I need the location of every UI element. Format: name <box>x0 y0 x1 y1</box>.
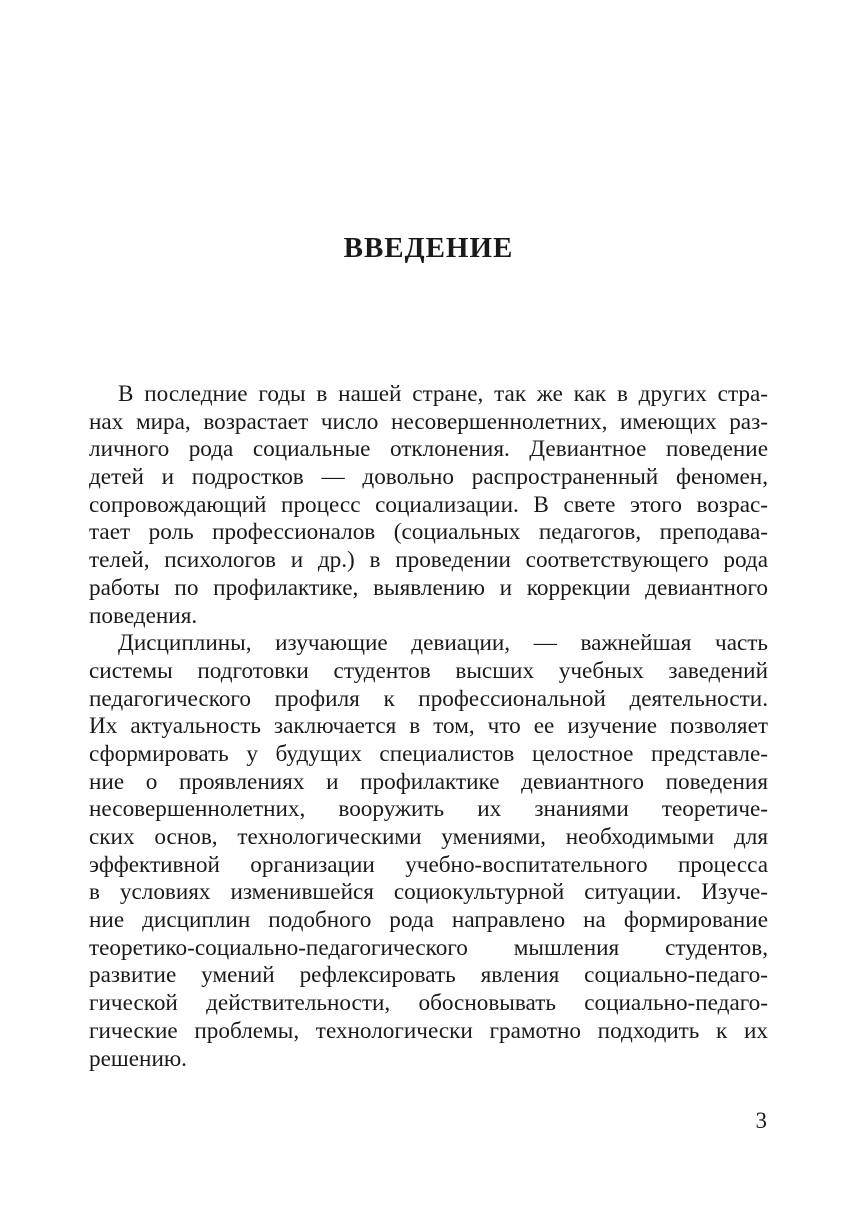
text-line: сформировать у будущих специалистов целостное представле- <box>89 740 768 767</box>
text-line: несовершеннолетних, вооружить их знаниями теоретиче- <box>89 796 768 823</box>
text-line: ние о проявлениях и профилактике девиантного поведения <box>89 768 768 795</box>
paragraph-1 <box>89 381 768 630</box>
text-line: поведения. <box>89 602 198 629</box>
text-line: ние дисциплин подобного рода направлено на формирование <box>89 907 768 934</box>
text-line: ских основ, технологическими умениями, необходимыми для <box>89 824 768 850</box>
paragraph-2 <box>89 630 768 1073</box>
text-line: в условиях изменившейся социокультурной ситуации. Изуче- <box>89 879 768 906</box>
text-line: гические проблемы, технологически грамотно подходить к их <box>89 1017 768 1044</box>
chapter-title: ВВЕДЕНИЕ <box>343 232 514 264</box>
text-line: педагогического профиля к профессиональной деятельности. <box>89 685 768 712</box>
text-line: детей и подростков — довольно распространенный феномен, <box>89 464 768 491</box>
text-line: теоретико-социально-педагогического мышления студентов, <box>89 934 768 961</box>
body-text <box>89 381 768 1073</box>
text-line: нах мира, возрастает число несовершеннолетних, имеющих раз- <box>89 408 768 435</box>
text-line: эффективной организации учебно-воспитательного процесса <box>89 851 768 878</box>
text-line: работы по профилактике, выявлению и коррекции девиантного <box>89 574 768 601</box>
text-line: телей, психологов и др.) в проведении соответствующего рода <box>89 547 768 574</box>
text-line: гической действительности, обосновывать социально-педаго- <box>89 990 768 1017</box>
text-line: сопровождающий процесс социализации. В свете этого возрас- <box>89 491 768 518</box>
text-line: тает роль профессионалов (социальных педагогов, преподава- <box>89 519 768 546</box>
text-line: Дисциплины, изучающие девиации, — важнейшая часть <box>118 630 768 657</box>
text-line: решению. <box>89 1045 187 1072</box>
text-line: системы подготовки студентов высших учебных заведений <box>89 657 768 684</box>
text-line: личного рода социальные отклонения. Девиантное поведение <box>89 436 768 463</box>
page-number: 3 <box>755 1108 767 1133</box>
text-line: В последние годы в нашей стране, так же как в других стра- <box>118 381 768 407</box>
text-line: Их актуальность заключается в том, что ее изучение позволяет <box>89 713 768 740</box>
text-line: развитие умений рефлексировать явления социально-педаго- <box>89 962 768 989</box>
